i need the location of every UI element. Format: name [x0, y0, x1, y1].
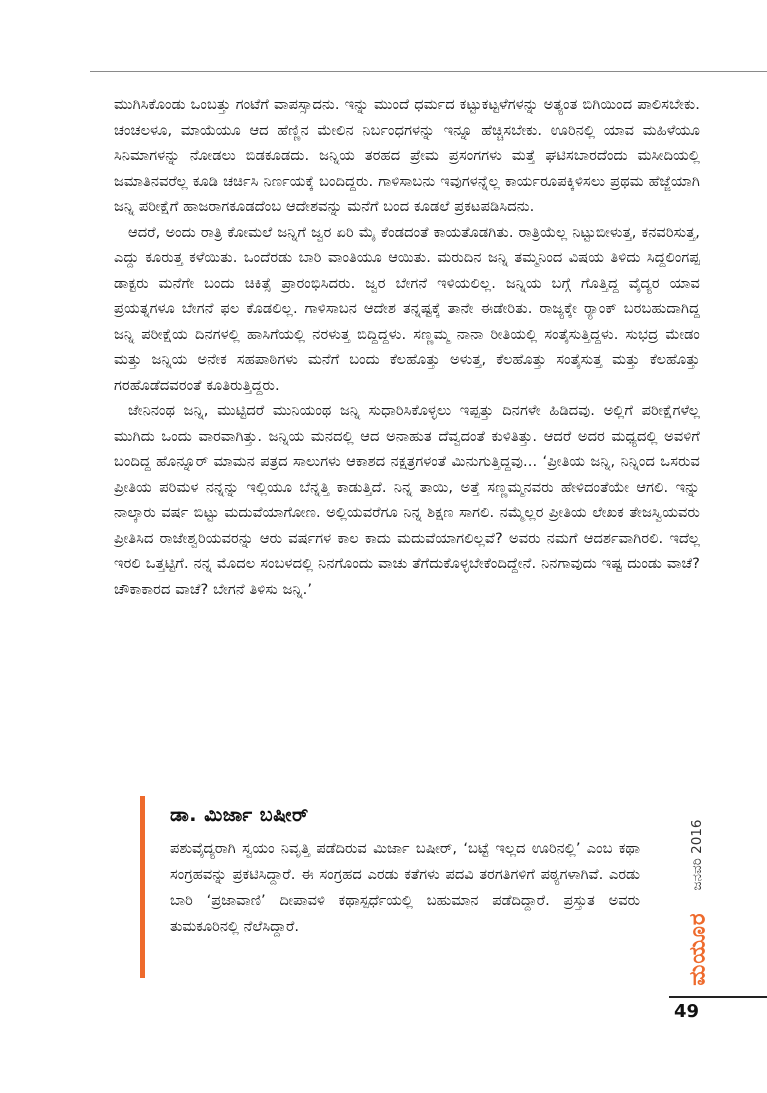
- bio-accent-bar: [140, 796, 145, 978]
- page-number: 49: [674, 1001, 700, 1022]
- article-paragraph-1: ಮುಗಿಸಿಕೊಂಡು ಒಂಬತ್ತು ಗಂಟೆಗೆ ವಾಪಸ್ಸಾದನು. ಇನ್ನು ಮುಂದೆ ಧರ್ಮದ ಕಟ್ಟುಕಟ್ಟಳೆಗಳನ್ನು ಅತ್ಯಂತ ಬಿಗಿಯಿಂದ ಪಾಲಿಸಬೇಕು. ಚಂಚಲಳೂ, ಮಾಯೆಯೂ ಆದ ಹೆಣ್ಣಿನ ಮೇಲಿನ ನಿರ್ಬಂಧಗಳನ್ನು ಇನ್ನೂ ಹೆಚ್ಚಿಸಬೇಕು. ಊರಿನಲ್ಲಿ ಯಾವ ಮಹಿಳೆಯೂ ಸಿನಿಮಾಗಳನ್ನು ನೋಡಲು ಬಿಡಕೂಡದು. ಜನ್ನಿಯ ತರಹದ ಪ್ರೇಮ ಪ್ರಸಂಗಗಳು ಮತ್ತೆ ಘಟಿಸಬಾರದೆಂದು ಮಸೀದಿಯಲ್ಲಿ ಜಮಾತಿನವರೆಲ್ಲ ಕೂಡಿ ಚರ್ಚಿಸಿ ನಿರ್ಣಯಕ್ಕೆ ಬಂದಿದ್ದರು. ಗಾಳಿಸಾಬನು ಇವುಗಳನ್ನೆಲ್ಲ ಕಾರ್ಯರೂಪಕ್ಕಿಳಿಸಲು ಪ್ರಥಮ ಹೆಜ್ಜೆಯಾಗಿ ಜನ್ನಿ ಪರೀಕ್ಷೆಗೆ ಹಾಜರಾಗಕೂಡದೆಂಬ ಆದೇಶವನ್ನು ಮನೆಗೆ ಬಂದ ಕೂಡಲೆ ಪ್ರಕಟಪಡಿಸಿದನು.: [114, 96, 700, 215]
- article-paragraph-3: ಜೇನಿನಂಥ ಜನ್ನಿ, ಮುಟ್ಟಿದರೆ ಮುನಿಯಂಥ ಜನ್ನಿ ಸುಧಾರಿಸಿಕೊಳ್ಳಲು ಇಪ್ಪತ್ತು ದಿನಗಳೇ ಹಿಡಿದವು. ಅಲ್ಲಿಗೆ ಪರೀಕ್ಷೆಗಳೆಲ್ಲ ಮುಗಿದು ಒಂದು ವಾರವಾಗಿತ್ತು. ಜನ್ನಿಯ ಮನದಲ್ಲಿ ಆದ ಅನಾಹುತ ದೆವ್ವದಂತೆ ಕುಳಿತಿತ್ತು. ಆದರೆ ಅದರ ಮಧ್ಯದಲ್ಲಿ ಅವಳಿಗೆ ಬಂದಿದ್ದ ಹೊನ್ನೂರ್ ಮಾಮನ ಪತ್ರದ ಸಾಲುಗಳು ಆಕಾಶದ ನಕ್ಷತ್ರಗಳಂತೆ ಮಿನುಗುತ್ತಿದ್ದವು... ‘ಪ್ರೀತಿಯ ಜನ್ನಿ, ನಿನ್ನಿಂದ ಒಸರುವ ಪ್ರೀತಿಯ ಪರಿಮಳ ನನ್ನನ್ನು ಇಲ್ಲಿಯೂ ಬೆನ್ನತ್ತಿ ಕಾಡುತ್ತಿದೆ. ನಿನ್ನ ತಾಯಿ, ಅತ್ತೆ ಸಣ್ಣಮ್ಮನವರು ಹೇಳಿದಂತೆಯೇ ಆಗಲಿ. ಇನ್ನು ನಾಲ್ಕಾರು ವರ್ಷ ಬಿಟ್ಟು ಮದುವೆಯಾಗೋಣ. ಅಲ್ಲಿಯವರೆಗೂ ನಿನ್ನ ಶಿಕ್ಷಣ ಸಾಗಲಿ. ನಮ್ಮೆಲ್ಲರ ಪ್ರೀತಿಯ ಲೇಖಕ ತೇಜಸ್ವಿಯವರು ಪ್ರೀತಿಸಿದ ರಾಜೇಶ್ವರಿಯವರನ್ನು ಆರು ವರ್ಷಗಳ ಕಾಲ ಕಾದು ಮದುವೆಯಾಗಲಿಲ್ಲವೆ? ಅವರು ನಮಗೆ ಆದರ್ಶವಾಗಿರಲಿ. ಇದೆಲ್ಲ ಇರಲಿ ಒತ್ತಟ್ಟಿಗೆ. ನನ್ನ ಮೊದಲ ಸಂಬಳದಲ್ಲಿ ನಿನಗೊಂದು ವಾಚು ತೆಗೆದುಕೊಳ್ಳಬೇಕೆಂದಿದ್ದೇನೆ. ನಿನಗಾವುದು ಇಷ್ಟ ದುಂಡು ವಾಚೆ? ಚೌಕಾಕಾರದ ವಾಚೆ? ಬೇಗನೆ ತಿಳಿಸು ಜನ್ನಿ.’: [114, 402, 700, 598]
- issue-date-label: ಜನವರಿ 2016: [689, 819, 705, 891]
- page-number-rule: [669, 996, 767, 998]
- magazine-logo-text: ಮಯೂರ: [685, 912, 711, 986]
- author-name: ಡಾ. ಮಿರ್ಜಾ ಬಷೀರ್: [170, 804, 309, 826]
- author-bio-text: ಪಶುವೈದ್ಯರಾಗಿ ಸ್ವಯಂ ನಿವೃತ್ತಿ ಪಡೆದಿರುವ ಮಿರ್ಜಾ ಬಷೀರ್, ‘ಬಟ್ಟೆ ಇಲ್ಲದ ಊರಿನಲ್ಲಿ’ ಎಂಬ ಕಥಾ ಸಂಗ್ರಹವನ್ನು ಪ್ರಕಟಿಸಿದ್ದಾರೆ. ಈ ಸಂಗ್ರಹದ ಎರಡು ಕತೆಗಳು ಪದವಿ ತರಗತಿಗಳಿಗೆ ಪಠ್ಯಗಳಾಗಿವೆ. ಎರಡು ಬಾರಿ ‘ಪ್ರಜಾವಾಣಿ’ ದೀಪಾವಳಿ ಕಥಾಸ್ಪರ್ಧೆಯಲ್ಲಿ ಬಹುಮಾನ ಪಡೆದಿದ್ದಾರೆ. ಪ್ರಸ್ತುತ ಅವರು ತುಮಕೂರಿನಲ್ಲಿ ನೆಲೆಸಿದ್ದಾರೆ.: [170, 840, 640, 935]
- article-paragraph-2: ಆದರೆ, ಅಂದು ರಾತ್ರಿ ಕೋಮಲೆ ಜನ್ನಿಗೆ ಜ್ವರ ಏರಿ ಮೈ ಕೆಂಡದಂತೆ ಕಾಯತೊಡಗಿತು. ರಾತ್ರಿಯೆಲ್ಲ ನಿಟ್ಟುಬೀಳುತ್ತ, ಕನವರಿಸುತ್ತ, ಎದ್ದು ಕೂರುತ್ತ ಕಳೆಯಿತು. ಒಂದೆರಡು ಬಾರಿ ವಾಂತಿಯೂ ಆಯಿತು. ಮರುದಿನ ಜನ್ನಿ ತಮ್ಮನಿಂದ ವಿಷಯ ತಿಳಿದು ಸಿದ್ದಲಿಂಗಪ್ಪ ಡಾಕ್ಟರು ಮನೆಗೇ ಬಂದು ಚಿಕಿತ್ಸೆ ಪ್ರಾರಂಭಿಸಿದರು. ಜ್ವರ ಬೇಗನೆ ಇಳಿಯಲಿಲ್ಲ. ಜನ್ನಿಯ ಬಗ್ಗೆ ಗೊತ್ತಿದ್ದ ವೈದ್ಯರ ಯಾವ ಪ್ರಯತ್ನಗಳೂ ಬೇಗನೆ ಫಲ ಕೊಡಲಿಲ್ಲ. ಗಾಳಿಸಾಬನ ಆದೇಶ ತನ್ನಷ್ಟಕ್ಕೆ ತಾನೇ ಈಡೇರಿತು. ರಾಜ್ಯಕ್ಕೇ ರ್‍ಯಾಂಕ್ ಬರಬಹುದಾಗಿದ್ದ ಜನ್ನಿ ಪರೀಕ್ಷೆಯ ದಿನಗಳಲ್ಲಿ ಹಾಸಿಗೆಯಲ್ಲಿ ನರಳುತ್ತ ಬಿದ್ದಿದ್ದಳು. ಸಣ್ಣಮ್ಮ ನಾನಾ ರೀತಿಯಲ್ಲಿ ಸಂತೈಸುತ್ತಿದ್ದಳು. ಸುಭದ್ರ ಮೇಡಂ ಮತ್ತು ಜನ್ನಿಯ ಅನೇಕ ಸಹಪಾಠಿಗಳು ಮನೆಗೆ ಬಂದು ಕೆಲಹೊತ್ತು ಅಳುತ್ತ, ಕೆಲಹೊತ್ತು ಸಂತೈಸುತ್ತ ಮತ್ತು ಕೆಲಹೊತ್ತು ಗರಹೊಡೆದವರಂತೆ ಕೂತಿರುತ್ತಿದ್ದರು.: [114, 223, 700, 394]
- author-bio-box: [140, 796, 652, 978]
- issue-date-vertical: [684, 800, 710, 910]
- magazine-logo: [680, 912, 716, 986]
- article-body: [114, 92, 700, 602]
- header-rule: [90, 71, 767, 72]
